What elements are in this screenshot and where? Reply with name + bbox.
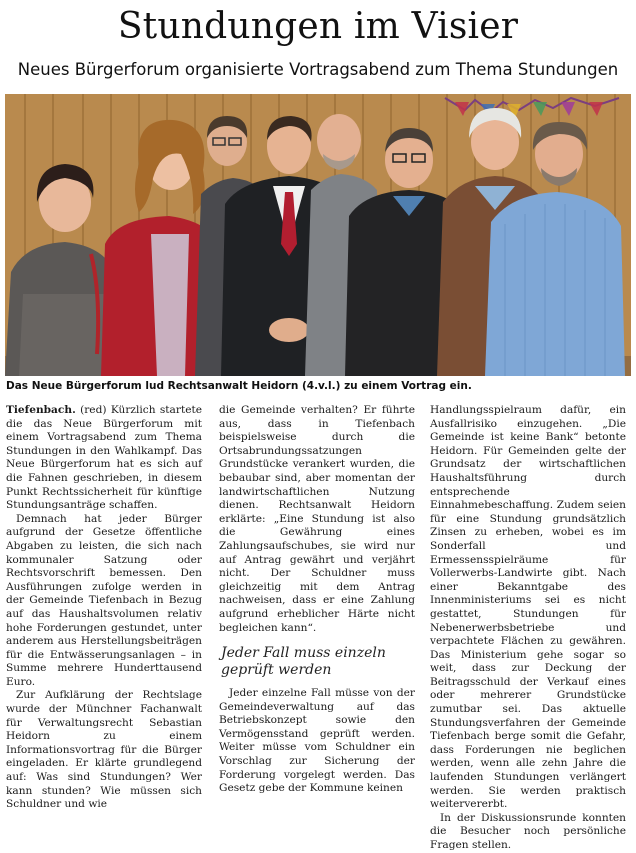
group-photo — [5, 94, 631, 376]
article-paragraph-5: Jeder einzelne Fall müsse von der Gemeindeverwaltung auf das Betriebskonzept sowie den Vermögensstand geprüft werden. Weiter müsse vom Schuldner ein Vorschlag zur Sicherung der Forderung vorgelegt werden. Das Gesetz gebe der Kommune keinen — [219, 687, 415, 795]
dateline: Tiefenbach. — [6, 404, 76, 416]
article-subheadline: Neues Bürgerforum organisierte Vortragsabend zum Thema Stundungen — [17, 60, 619, 79]
article-paragraph-4: die Gemeinde verhalten? Er führte aus, dass in Tiefenbach beispielsweise durch die Ortsabrundungssatzungen Grundstücke verankert wurden, die bebaubar sind, aber momentan der landwirtschaftlichen Nutzung dienen. Rechtsanwalt Heidorn erklärte: „Eine Stundung ist also die Gewährung eines Zahlungsaufschubes, sie wird nur auf Antrag gewährt und verjährt nicht. Der Schuldner muss gleichzeitig mit dem Antrag nachweisen, dass er eine Zahlung aufgrund erheblicher Härte nicht begleichen kann“. — [219, 404, 415, 634]
article-paragraph-1 — [6, 404, 202, 513]
article-paragraph-6: In der Diskussionsrunde konnten die Besucher noch persönliche Fragen stellen. — [430, 811, 626, 851]
article-headline: Stundungen im Visier — [117, 6, 519, 47]
article-column-1 — [6, 404, 202, 812]
article-paragraph-5-continued: Handlungsspielraum dafür, ein Ausfallrisiko einzugehen. „Die Gemeinde ist keine Bank“ betonte Heidorn. Für Gemeinden gelte der Grundsatz der wirtschaftlichen Haushaltsführung durch entsprechende Einnahmebeschaffung. Zudem seien für eine Stundung grundsätzlich Zinsen zu erheben, wobei es im Sonderfall und Ermessensspielräume für Vollerwerbs-Landwirte gibt. Nach einer Bekanntgabe des Innenministeriums sei es nicht gestattet, Stundungen für Nebenerwerbsbetriebe und verpachtete Flächen zu gewähren. Das Ministerium gehe sogar so weit, dass zur Deckung der Beitragsschuld der Verkauf eines oder mehrerer Grundstücke zumutbar sei. Das aktuelle Stundungsverfahren der Gemeinde Tiefenbach berge somit die Gefahr, dass Forderungen nie beglichen werden, wenn alle zehn Jahre die laufenden Stundungen verlängert werden. Sie werden praktisch weitervererbt. — [430, 404, 626, 811]
article-paragraph-3: Zur Aufklärung der Rechtslage wurde der Münchner Fachanwalt für Verwaltungsrecht Sebastian Heidorn zu einem Informationsvortrag für die Bürger eingeladen. Er klärte grundlegend auf: Was sind Stundungen? Wer kann stunden? Wie müssen sich Schuldner und wie — [6, 689, 202, 811]
article-column-3 — [430, 404, 626, 853]
article-column-2 — [219, 404, 415, 796]
photo-caption: Das Neue Bürgerforum lud Rechtsanwalt Heidorn (4.v.l.) zu einem Vortrag ein. — [6, 380, 472, 392]
article-paragraph-2: Demnach hat jeder Bürger aufgrund der Gesetze öffentliche Abgaben zu leisten, die sich nach kommunaler Satzung oder Rechtsvorschrift bemessen. Den Ausführungen zufolge werden in der Gemeinde Tiefenbach in Bezug auf das Haushaltsvolumen relativ hohe Forderungen gestundet, unter anderem aus Herstellungsbeiträgen für die Entwässerungsanlagen – in Summe mehrere Hunderttausend Euro. — [6, 512, 202, 688]
paragraph-1-text: (red) Kürzlich startete die das Neue Bürgerforum mit einem Vortragsabend zum Thema Stundungen in den Wahlkampf. Das Neue Bürgerforum hat es sich auf die Fahnen geschrieben, in diesem Punkt Rechtssicherheit für künftige Stundungsanträge schaffen. — [6, 404, 202, 512]
article-subheading: Jeder Fall muss einzeln geprüft werden — [221, 645, 386, 679]
